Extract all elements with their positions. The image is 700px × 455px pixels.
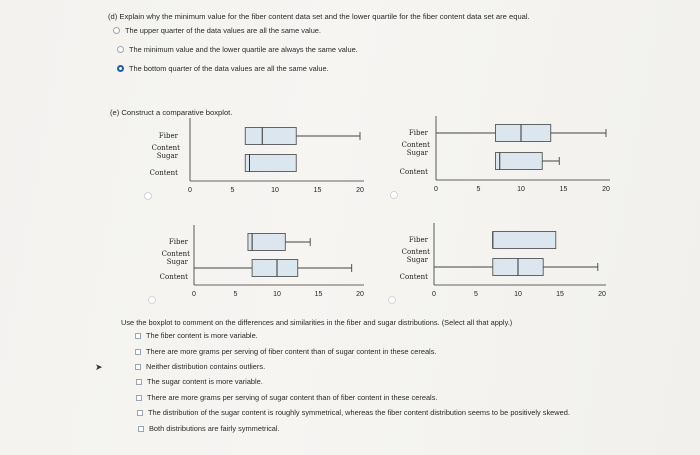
x-tick-label: 20 [356, 291, 364, 298]
cursor-icon: ➤ [95, 362, 103, 372]
checkbox[interactable] [136, 379, 142, 385]
x-tick-label: 10 [514, 291, 522, 298]
fiber-boxplot [436, 125, 606, 142]
content-label: Content [401, 141, 430, 149]
option-label: The minimum value and the lower quartile are always the same value. [129, 45, 358, 54]
fiber-boxplot [245, 128, 360, 145]
statement-label: There are more grams per serving of fiber content than of sugar content in these cereals. [146, 347, 437, 356]
sugar-label: Sugar [156, 152, 178, 160]
fiber-label: Fiber [408, 236, 428, 244]
sugar-label: Sugar [166, 258, 188, 266]
x-tick-label: 15 [313, 187, 322, 194]
x-tick-label: 15 [556, 291, 564, 298]
x-tick-label: 0 [434, 186, 438, 193]
statement-label: Both distributions are fairly symmetrical. [149, 424, 280, 433]
iqr-box [245, 155, 296, 172]
checkbox[interactable] [138, 426, 144, 432]
x-tick-label: 10 [271, 187, 279, 194]
sugar-boxplot [194, 260, 352, 277]
fiber-label: Fiber [408, 129, 428, 137]
x-tick-label: 0 [432, 291, 436, 298]
checkbox[interactable] [135, 349, 141, 355]
statement-1[interactable] [135, 331, 258, 340]
x-tick-label: 10 [517, 186, 525, 193]
checkbox[interactable] [135, 364, 141, 370]
x-tick-label: 5 [230, 187, 235, 194]
option-radio-icon [149, 297, 156, 304]
statement-4[interactable] [136, 377, 263, 386]
sugar-label: Sugar [406, 149, 428, 157]
content-label: Content [399, 168, 428, 176]
fiber-boxplot [493, 232, 556, 249]
iqr-box [248, 234, 285, 251]
sugar-label: Sugar [406, 256, 428, 264]
option-label: The upper quarter of the data values are all the same value. [125, 26, 321, 35]
content-label: Content [159, 273, 188, 281]
checkbox[interactable] [135, 333, 141, 339]
content-label: Content [161, 250, 190, 258]
iqr-box [252, 260, 298, 277]
iqr-box [245, 128, 296, 145]
statement-label: The fiber content is more variable. [146, 331, 258, 340]
content-label: Content [401, 248, 430, 256]
part-e-title: (e) Construct a comparative boxplot. [110, 108, 233, 117]
content-label: Content [399, 273, 428, 281]
part-e-instruction: Use the boxplot to comment on the differences and similarities in the fiber and sugar distributions. (Select all that apply.) [121, 318, 513, 327]
option-label: The bottom quarter of the data values are all the same value. [129, 64, 329, 73]
sugar-boxplot [496, 153, 560, 170]
iqr-box [496, 153, 543, 170]
part-d-question: (d) Explain why the minimum value for the fiber content data set and the lower quartile for the fiber content data set are equal. [108, 12, 530, 21]
option-radio-icon [389, 297, 396, 304]
sugar-boxplot [245, 155, 296, 172]
checkbox[interactable] [136, 395, 142, 401]
statement-3[interactable] [135, 362, 265, 371]
statement-label: Neither distribution contains outliers. [146, 362, 266, 371]
fiber-boxplot [248, 234, 310, 251]
statement-label: The sugar content is more variable. [147, 377, 263, 386]
x-tick-label: 20 [602, 186, 610, 193]
fiber-label: Fiber [158, 132, 178, 140]
iqr-box [493, 232, 556, 249]
content-label: Content [149, 169, 178, 177]
x-tick-label: 15 [314, 291, 323, 298]
x-tick-label: 15 [559, 186, 568, 193]
statement-5[interactable] [136, 393, 437, 402]
option-radio-icon [145, 193, 152, 200]
statement-6[interactable] [137, 408, 570, 417]
statement-label: The distribution of the sugar content is roughly symmetrical, whereas the fiber content distribution seems to be positively skewed. [148, 408, 570, 417]
statement-7[interactable] [138, 424, 280, 433]
x-tick-label: 5 [474, 291, 478, 298]
statement-2[interactable] [135, 347, 436, 356]
statement-label: There are more grams per serving of sugar content than of fiber content in these cereals. [147, 393, 438, 402]
sugar-boxplot [434, 259, 598, 276]
fiber-label: Fiber [168, 238, 188, 246]
x-tick-label: 5 [476, 186, 481, 193]
x-tick-label: 0 [188, 187, 192, 194]
x-tick-label: 10 [273, 291, 281, 298]
x-tick-label: 0 [192, 291, 196, 298]
x-tick-label: 20 [356, 187, 364, 194]
content-label: Content [151, 144, 180, 152]
x-tick-label: 20 [598, 291, 606, 298]
iqr-box [496, 125, 551, 142]
checkbox[interactable] [137, 410, 143, 416]
x-tick-label: 5 [233, 291, 238, 298]
option-radio-icon [391, 192, 398, 199]
